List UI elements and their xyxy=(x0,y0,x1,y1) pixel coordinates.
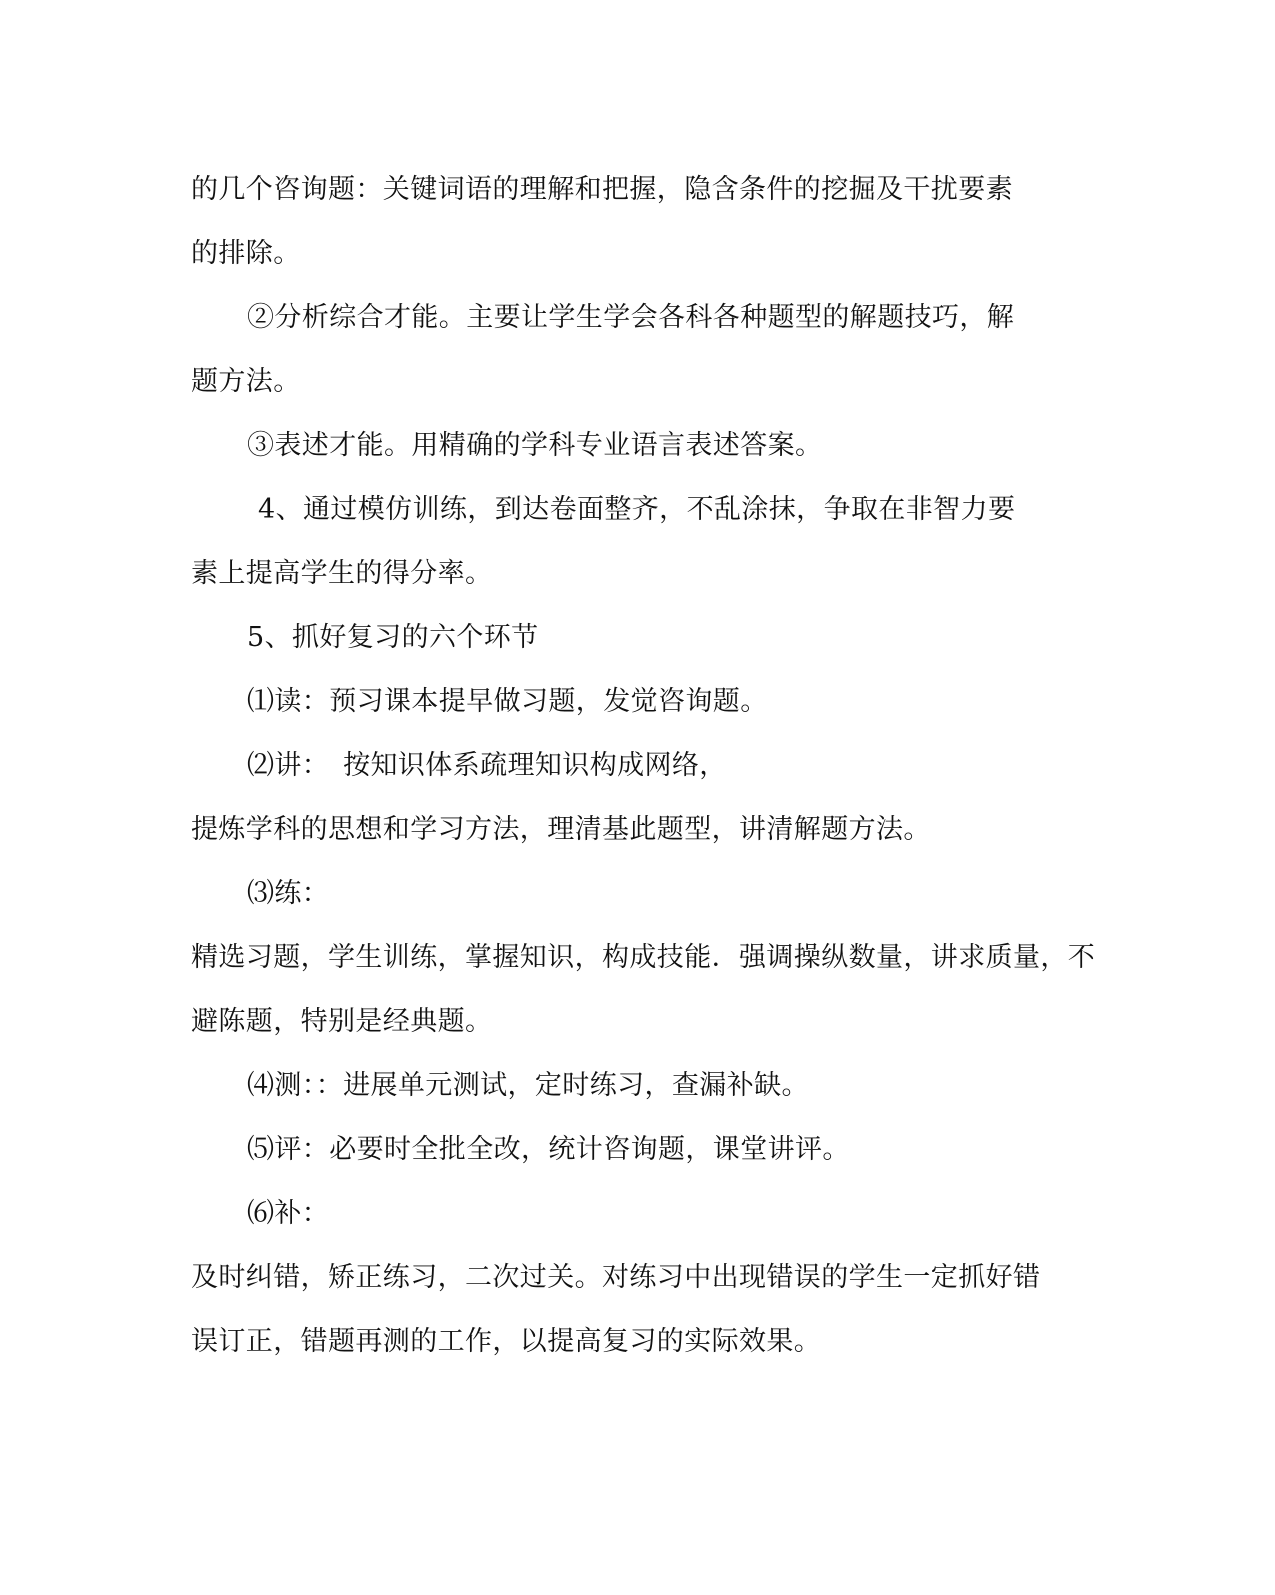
text-line: 及时纠错，矫正练习，二次过关。对练习中出现错误的学生一定抓好错 xyxy=(191,1262,1041,1293)
text-line: ⑸评：必要时全批全改，统计咨询题，课堂讲评。 xyxy=(247,1134,850,1165)
text-line: 精选习题，学生训练，掌握知识，构成技能．强调操纵数量，讲求质量，不 xyxy=(191,942,1096,973)
text-line: ⑶练： xyxy=(247,878,330,909)
text-line: ②分析综合才能。主要让学生学会各科各种题型的解题技巧，解 xyxy=(247,302,1015,333)
text-line: 5、抓好复习的六个环节 xyxy=(247,622,539,653)
text-line: 的几个咨询题：关键词语的理解和把握，隐含条件的挖掘及干扰要素 xyxy=(191,174,1013,205)
text-line: 避陈题，特别是经典题。 xyxy=(191,1006,493,1037)
text-line: ③表述才能。用精确的学科专业语言表述答案。 xyxy=(247,430,823,461)
text-line: ⑵讲： 按知识体系疏理知识构成网络， xyxy=(247,750,727,781)
text-line: ⑹补： xyxy=(247,1198,330,1229)
text-line: 题方法。 xyxy=(191,366,301,397)
text-line: 素上提高学生的得分率。 xyxy=(191,558,493,589)
text-line: 4、通过模仿训练，到达卷面整齐，不乱涂抹，争取在非智力要 xyxy=(258,494,1016,525)
text-line: 提炼学科的思想和学习方法，理清基此题型，讲清解题方法。 xyxy=(191,814,931,845)
text-line: ⑷测：：进展单元测试，定时练习，查漏补缺。 xyxy=(247,1070,809,1101)
text-line: 的排除。 xyxy=(191,238,301,269)
text-line: ⑴读：预习课本提早做习题，发觉咨询题。 xyxy=(247,686,768,717)
text-line: 误订正，错题再测的工作，以提高复习的实际效果。 xyxy=(191,1326,822,1357)
